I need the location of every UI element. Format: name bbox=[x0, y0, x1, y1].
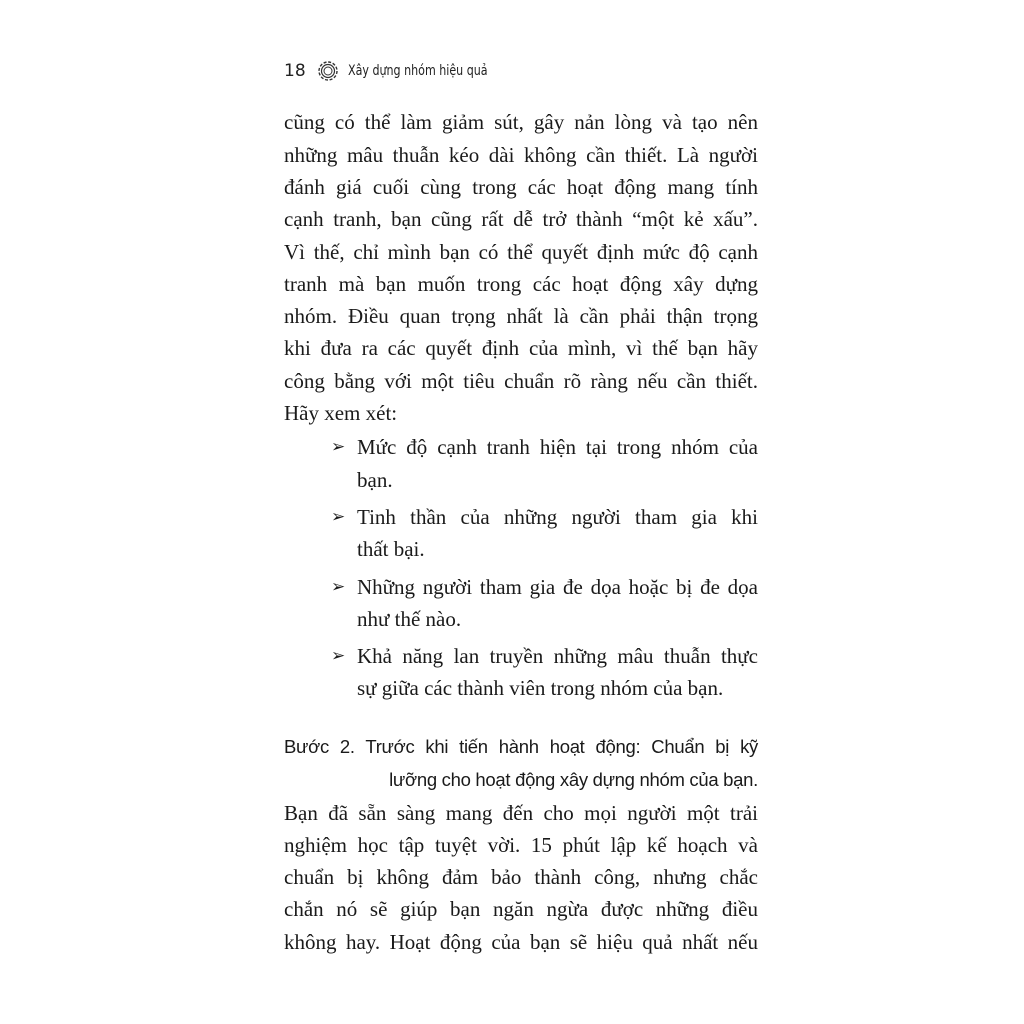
bullet-line: Những người tham gia đe dọa hoặc bị đe dọa bbox=[357, 575, 758, 599]
paragraph-line: Bạn đã sẵn sàng mang đến cho mọi người một trải bbox=[284, 801, 758, 825]
gear-icon bbox=[316, 59, 340, 83]
paragraph-line: chắn nó sẽ giúp bạn ngăn ngừa được những điều bbox=[284, 897, 758, 921]
paragraph-line: cạnh tranh, bạn cũng rất dễ trở thành “một kẻ xấu”. bbox=[284, 207, 758, 231]
section-heading: Bước 2. Trước khi tiến hành hoạt động: Chuẩn bị kỹ bbox=[284, 736, 758, 757]
paragraph-line: cũng có thể làm giảm sút, gây nản lòng và tạo nên bbox=[284, 110, 758, 134]
paragraph-line: những mâu thuẫn kéo dài không cần thiết. Là người bbox=[284, 143, 758, 167]
bullet-line: Khả năng lan truyền những mâu thuẫn thực bbox=[357, 644, 758, 668]
page-number: 18 bbox=[284, 61, 306, 81]
paragraph-line: đánh giá cuối cùng trong các hoạt động mang tính bbox=[284, 175, 758, 199]
paragraph-line: chuẩn bị không đảm bảo thành công, nhưng chắc bbox=[284, 865, 758, 889]
bullet-arrow-icon: ➢ bbox=[331, 577, 346, 596]
paragraph-line: không hay. Hoạt động của bạn sẽ hiệu quả nhất nếu bbox=[284, 930, 758, 954]
bullet-arrow-icon: ➢ bbox=[331, 507, 346, 526]
bullet-line: như thế nào. bbox=[357, 607, 462, 631]
paragraph-line: Vì thế, chỉ mình bạn có thể quyết định mức độ cạnh bbox=[284, 240, 758, 264]
paragraph-line: Hãy xem xét: bbox=[284, 401, 398, 425]
section-heading-line: lưỡng cho hoạt động xây dựng nhóm của bạn. bbox=[389, 769, 758, 790]
paragraph-line: tranh mà bạn muốn trong các hoạt động xây dựng bbox=[284, 272, 758, 296]
chapter-title: Xây dựng nhóm hiệu quả bbox=[347, 63, 488, 79]
paragraph-line: công bằng với một tiêu chuẩn rõ ràng nếu cần thiết. bbox=[284, 369, 758, 393]
bullet-arrow-icon: ➢ bbox=[331, 646, 346, 665]
bullet-line: sự giữa các thành viên trong nhóm của bạn. bbox=[357, 676, 724, 700]
running-header bbox=[284, 58, 506, 84]
bullet-arrow-icon: ➢ bbox=[331, 437, 346, 456]
bullet-line: thất bại. bbox=[357, 537, 425, 561]
paragraph-line: khi đưa ra các quyết định của mình, vì thế bạn hãy bbox=[284, 336, 758, 360]
bullet-line: bạn. bbox=[357, 468, 393, 492]
bullet-line: Mức độ cạnh tranh hiện tại trong nhóm của bbox=[357, 435, 758, 459]
bullet-line: Tinh thần của những người tham gia khi bbox=[357, 505, 758, 529]
paragraph-line: nhóm. Điều quan trọng nhất là cần phải thận trọng bbox=[284, 304, 758, 328]
paragraph-line: nghiệm học tập tuyệt vời. 15 phút lập kế hoạch và bbox=[284, 833, 758, 857]
